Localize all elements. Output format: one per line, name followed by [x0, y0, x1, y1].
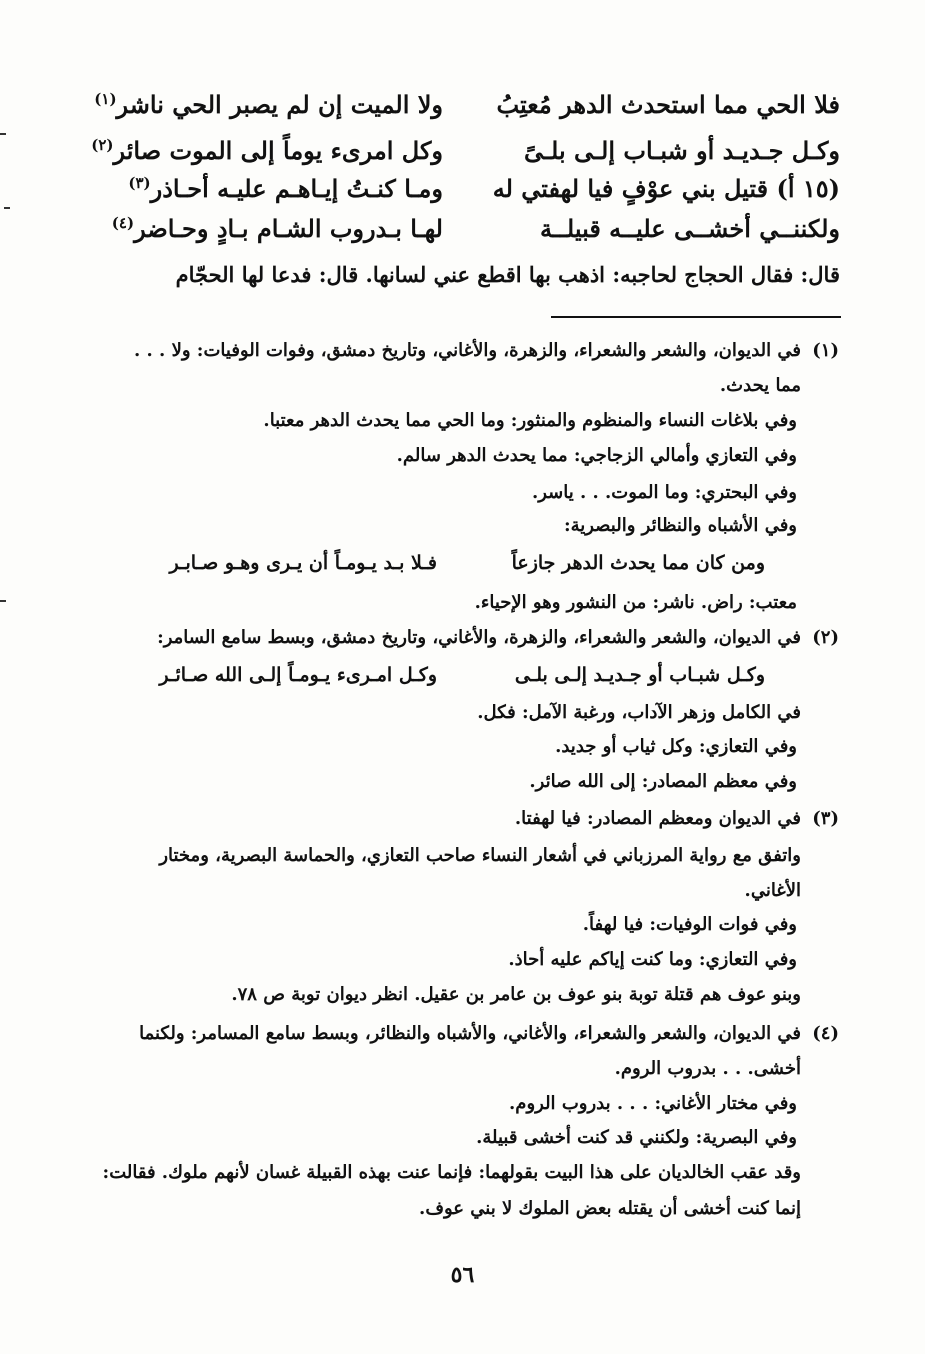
- footnote-line: الأغاني.: [744, 880, 801, 901]
- footnote-line: وقد عقب الخالديان على هذا البيت بقولهما: فإنما عنت بهذه القبيلة غسان لأنهم ملوك. فقالت:: [102, 1162, 801, 1183]
- footnote-number: (٣): [812, 808, 839, 829]
- footnote-line: وفي التعازي: وما كنت إياكم عليه أحاذ.: [508, 949, 797, 970]
- footnote-line: أخشى. . . بدروب الروم.: [614, 1058, 801, 1079]
- verse-hemistich-left: [93, 214, 443, 243]
- footnote-line: وفي مختار الأغاني: . . . بدروب الروم.: [509, 1093, 797, 1114]
- narrative-line: قال: فقال الحجاج لحاجبه: اذهب بها اقطع عني لسانها. قال: فدعا لها الحجّام: [175, 262, 840, 287]
- footnote-line: وفي فوات الوفيات: فيا لهفاً.: [582, 914, 797, 935]
- footnote-line: في الكامل وزهر الآداب، ورغبة الآمل: فكل.: [477, 702, 801, 723]
- margin-mark: [0, 133, 6, 135]
- footnote-line: إنما كنت أخشى أن يقتله بعض الملوك لا بني عوف.: [419, 1198, 801, 1219]
- footnote-line: وفي البحتري: وما الموت. . . ياسر.: [531, 482, 797, 503]
- footnote-reference: (٣): [128, 174, 151, 192]
- footnote-line: وفي الأشباه والنظائر والبصرية:: [563, 515, 797, 536]
- verse-hemistich-right: فلا الحي مما استحدث الدهر مُعتِبُ: [496, 90, 840, 119]
- footnote-line: وفي معظم المصادر: إلى الله صائر.: [529, 771, 797, 792]
- footnote-line: في الديوان، والشعر والشعراء، والأغاني، والأشباه والنظائر، وبسط سامع المسامر: ولكنما: [139, 1023, 801, 1044]
- footnote-line: وفي البصرية: ولكنني قد كنت أخشى قبيلة.: [476, 1127, 797, 1148]
- footnote-reference: (٢): [91, 136, 114, 154]
- verse-hemistich-left: [93, 174, 443, 203]
- footnote-verse-right: وكـل شبـاب أو جـديـد إلـى بلـى: [514, 664, 765, 686]
- footnote-verse-right: ومن كان مما يحدث الدهر جازعاً: [511, 552, 765, 574]
- verse-hemistich-right: وكـل جـديـد أو شبـاب إلـى بلـىً: [524, 136, 840, 165]
- footnote-line: وفي التعازي: وكل ثياب أو جديد.: [555, 736, 797, 757]
- footnote-line: مما يحدث.: [719, 375, 801, 396]
- verse-hemistich-left: [93, 136, 443, 165]
- footnote-line: وفي التعازي وأمالي الزجاجي: مما يحدث الدهر سالم.: [396, 445, 797, 466]
- footnote-reference: (٤): [111, 214, 135, 232]
- footnote-number: (٢): [812, 627, 839, 648]
- verse-text: ولا الميت إن لم يصبر الحي ناشر: [116, 90, 443, 119]
- page-number: ٥٦: [450, 1262, 475, 1288]
- verse-hemistich-right: ولكننــي أخشــى عليــه قبيلــة: [539, 214, 840, 243]
- footnote-line: وبنو عوف هم قتلة توبة بنو عوف بن عامر بن عقيل. انظر ديوان توبة ص ٧٨.: [231, 984, 801, 1005]
- footnote-line: في الديوان، والشعر والشعراء، والزهرة، والأغاني، وتاريخ دمشق، وفوات الوفيات: ولا . . .: [133, 340, 801, 361]
- margin-mark: [4, 207, 10, 209]
- footnote-line: في الديوان، والشعر والشعراء، والزهرة، والأغاني، وتاريخ دمشق، وبسط سامع السامر:: [157, 627, 801, 648]
- footnote-verse-left: فـلا بـد يـومـاً أن يـرى وهـو صـابـر: [169, 552, 437, 574]
- footnote-separator: [551, 316, 841, 318]
- footnote-line: واتفق مع رواية المرزباني في أشعار النساء صاحب التعازي، والحماسة البصرية، ومختار: [159, 845, 801, 866]
- footnote-number: (١): [812, 340, 839, 361]
- verse-hemistich-right: (١٥ أ) قتيل بني عوْفٍ فيا لهفتي له: [492, 174, 840, 203]
- margin-mark: [0, 600, 6, 602]
- footnote-reference: (١): [94, 90, 117, 108]
- verse-hemistich-left: [93, 90, 443, 119]
- verse-text: وكل امرىء يوماً إلى الموت صائر: [113, 136, 443, 165]
- footnote-gloss: معتب: راض. ناشر: من النشور وهو الإحياء.: [474, 592, 797, 613]
- footnote-line: وفي بلاغات النساء والمنظوم والمنثور: وما الحي مما يحدث الدهر معتبا.: [263, 410, 797, 431]
- verse-text: لهـا بـدروب الشـام بـادٍ وحـاضر: [134, 214, 443, 243]
- verse-text: ومـا كنـتُ إيـاهـم عليـه أحـاذر: [150, 174, 443, 203]
- footnote-line: في الديوان ومعظم المصادر: فيا لهفتا.: [514, 808, 801, 829]
- footnote-number: (٤): [812, 1023, 839, 1044]
- footnote-verse-left: وكـل امـرىء يـومـاً إلـى الله صـائـر: [159, 664, 437, 686]
